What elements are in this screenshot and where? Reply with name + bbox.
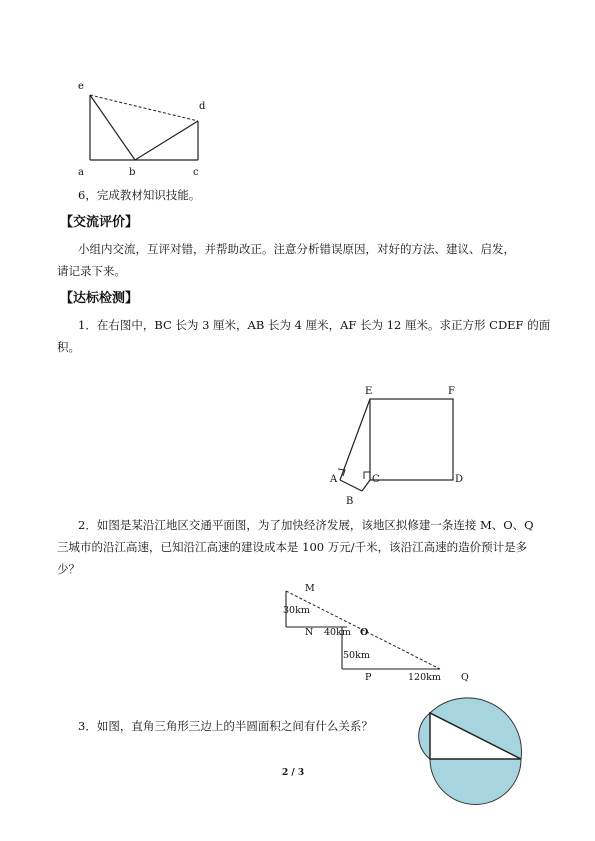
label-P: P	[365, 672, 372, 683]
question-2-line1: 2．如图是某沿江地区交通平面图，为了加快经济发展，该地区拟修建一条连接 M、O、Q	[78, 518, 534, 532]
label-b: b	[129, 167, 136, 178]
label-B: B	[346, 496, 354, 507]
distance-MN: 30km	[283, 605, 310, 616]
question-3: 3．如图，直角三角形三边上的半圆面积之间有什么关系？	[78, 719, 373, 733]
label-c: c	[193, 167, 199, 178]
label-Q: Q	[461, 672, 469, 683]
distance-OP: 50km	[343, 650, 370, 661]
item-6: 6，完成教材知识技能。	[78, 188, 201, 202]
page-number: 2 / 3	[282, 768, 305, 778]
label-d: d	[199, 101, 206, 112]
label-F: F	[448, 386, 455, 397]
exchange-body-line2: 请记录下来。	[57, 264, 126, 278]
distance-NO: 40km	[324, 627, 351, 638]
label-O: O	[360, 627, 369, 638]
label-a: a	[78, 167, 84, 178]
question-1-line2: 积。	[57, 340, 80, 354]
label-C: C	[372, 474, 380, 485]
distance-PQ: 120km	[408, 672, 441, 683]
label-M: M	[305, 583, 315, 594]
label-D: D	[455, 474, 464, 485]
question-2-line3: 少？	[57, 562, 80, 576]
label-E: E	[365, 386, 373, 397]
question-1-line1: 1．在右图中，BC 长为 3 厘米，AB 长为 4 厘米，AF 长为 12 厘米。求正方形 CDEF 的面	[78, 318, 551, 332]
label-e: e	[78, 81, 84, 92]
question-2-line2: 三城市的沿江高速，已知沿江高速的建设成本是 100 万元/千米，该沿江高速的造价预计是多	[57, 540, 528, 554]
exchange-body-line1: 小组内交流，互评对错，并帮助改正。注意分析错误原因，对好的方法、建议、启发，	[78, 242, 515, 256]
section-title-exchange: 【交流评价】	[60, 215, 139, 230]
label-A: A	[330, 474, 338, 485]
section-title-test: 【达标检测】	[60, 291, 139, 306]
label-N: N	[305, 627, 314, 638]
